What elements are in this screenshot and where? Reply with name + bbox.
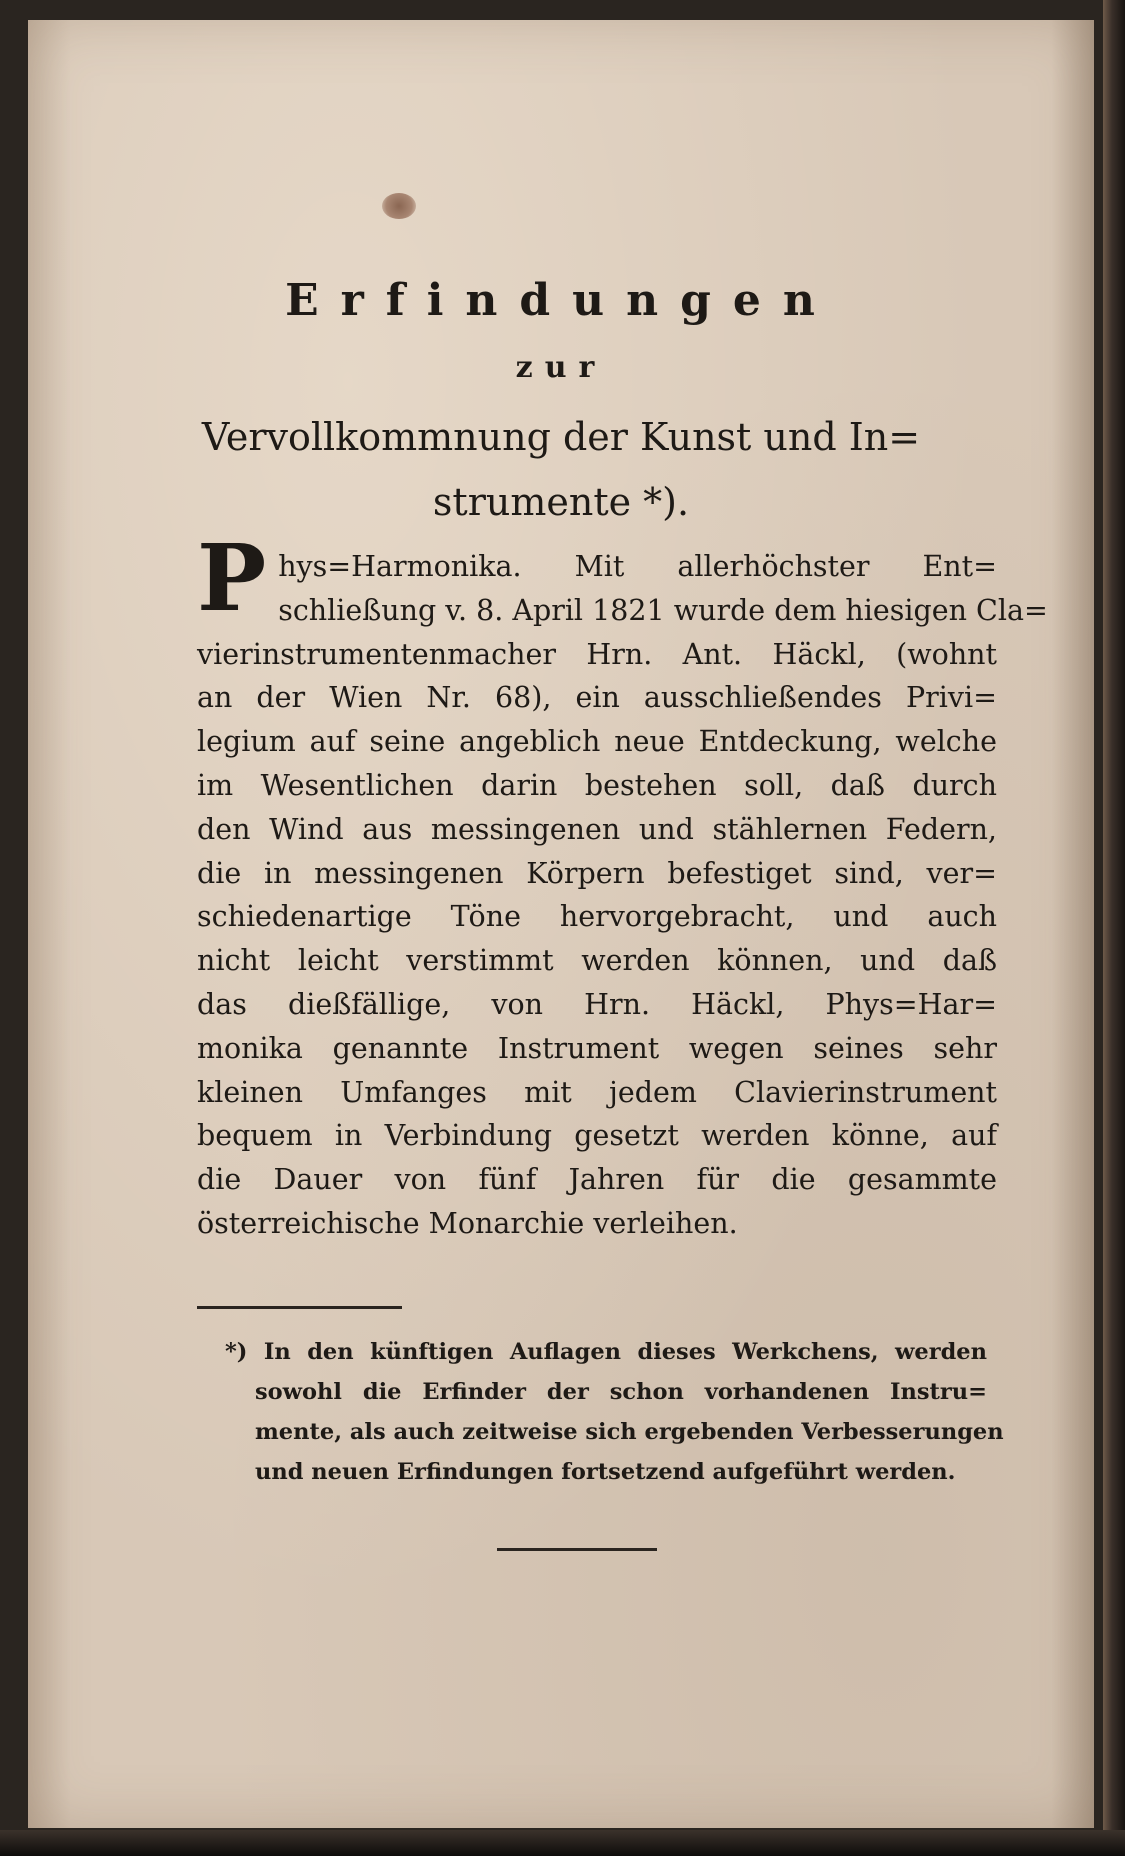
drop-cap: P xyxy=(197,524,267,632)
body-line: die Dauer von fünf Jahren für die gesammte xyxy=(197,1163,997,1197)
body-line: kleinen Umfanges mit jedem Clavierinstrument xyxy=(197,1075,997,1109)
body-line: monika genannte Instrument wegen seines sehr xyxy=(197,1031,997,1065)
body-line: bequem in Verbindung gesetzt werden könne, auf xyxy=(197,1119,997,1153)
body-line: vierinstrumentenmacher Hrn. Ant. Häckl, (wohnt xyxy=(197,637,997,671)
footnote-line: sowohl die Erfinder der schon vorhandenen Instru= xyxy=(255,1379,987,1405)
footnote-line: und neuen Erfindungen fortsetzend aufgeführt werden. xyxy=(255,1459,956,1485)
book-edge-right xyxy=(1103,0,1125,1856)
page-title: Erfindungen xyxy=(285,275,837,326)
body-line: im Wesentlichen darin bestehen soll, daß durch xyxy=(197,768,997,802)
stain-spot xyxy=(382,193,416,219)
body-line: das dießfällige, von Hrn. Häckl, Phys=Har= xyxy=(197,987,997,1021)
footnote-line: mente, als auch zeitweise sich ergebenden Verbesserungen xyxy=(255,1419,1004,1445)
body-line: schiedenartige Töne hervorgebracht, und auch xyxy=(197,900,997,934)
book-edge-bottom xyxy=(0,1830,1125,1856)
subtitle-line-2: strumente *). xyxy=(432,480,690,524)
body-line: den Wind aus messingenen und stählernen Federn, xyxy=(197,812,997,846)
body-line: an der Wien Nr. 68), ein ausschließendes Privi= xyxy=(197,681,997,715)
body-line: nicht leicht verstimmt werden können, und daß xyxy=(197,944,997,978)
body-line: hys=Harmonika. Mit allerhöchster Ent= xyxy=(278,550,997,583)
body-line: legium auf seine angeblich neue Entdeckung, welche xyxy=(197,725,997,759)
title-connector: zur xyxy=(515,350,607,385)
body-line: österreichische Monarchie verleihen. xyxy=(197,1206,738,1240)
body-line: schließung v. 8. April 1821 wurde dem hiesigen Cla= xyxy=(278,593,1048,627)
footnote-rule xyxy=(197,1306,402,1309)
footnote xyxy=(225,1332,1004,1492)
end-rule xyxy=(497,1548,657,1551)
body-text xyxy=(197,524,1048,1246)
subtitle-line-1: Vervollkommnung der Kunst und In= xyxy=(201,415,921,459)
footnote-line: *) In den künftigen Auflagen dieses Werkchens, werden xyxy=(225,1339,987,1365)
body-line: die in messingenen Körpern befestiget sind, ver= xyxy=(197,856,997,890)
